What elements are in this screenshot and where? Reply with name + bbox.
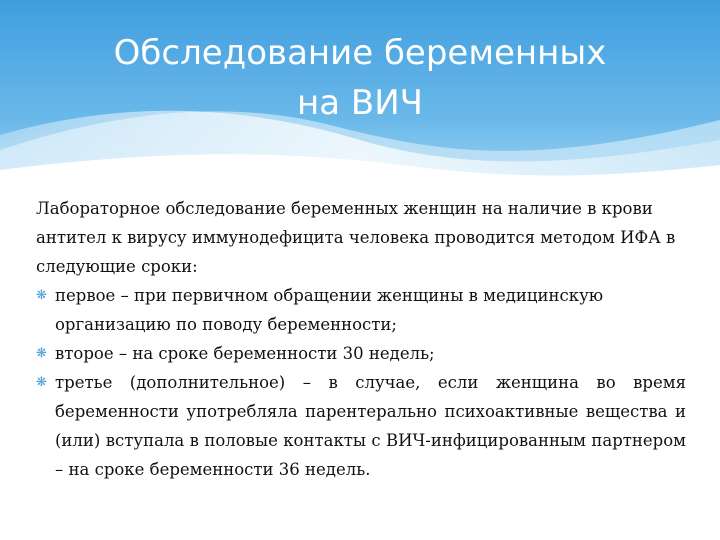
- title-line-2: на ВИЧ: [297, 83, 423, 123]
- content-block: [36, 194, 686, 484]
- bullet-item: [36, 281, 686, 339]
- bullet-list: [36, 281, 686, 484]
- snowflake-icon: ❋: [36, 346, 47, 361]
- slide-title: [40, 28, 680, 128]
- snowflake-icon: ❋: [36, 288, 47, 303]
- bullet-item: [36, 339, 686, 368]
- bullet-item: [36, 368, 686, 484]
- bullet-text: первое – при первичном обращении женщины в медицинскую организацию по поводу беременности;: [55, 286, 604, 334]
- intro-paragraph: Лабораторное обследование беременных женщин на наличие в крови антител к вирусу иммунодефицита человека проводится методом ИФА в следующие сроки:: [36, 199, 676, 276]
- snowflake-icon: ❋: [36, 375, 47, 390]
- title-line-1: Обследование беременных: [113, 33, 607, 73]
- bullet-text: второе – на сроке беременности 30 недель;: [55, 344, 435, 363]
- bullet-text: третье (дополнительное) – в случае, если женщина во время беременности употребляла парентерально психоактивные вещества и (или) вступала в половые контакты с ВИЧ-инфицированным партнером – на сроке беременности 36 недель.: [55, 373, 686, 479]
